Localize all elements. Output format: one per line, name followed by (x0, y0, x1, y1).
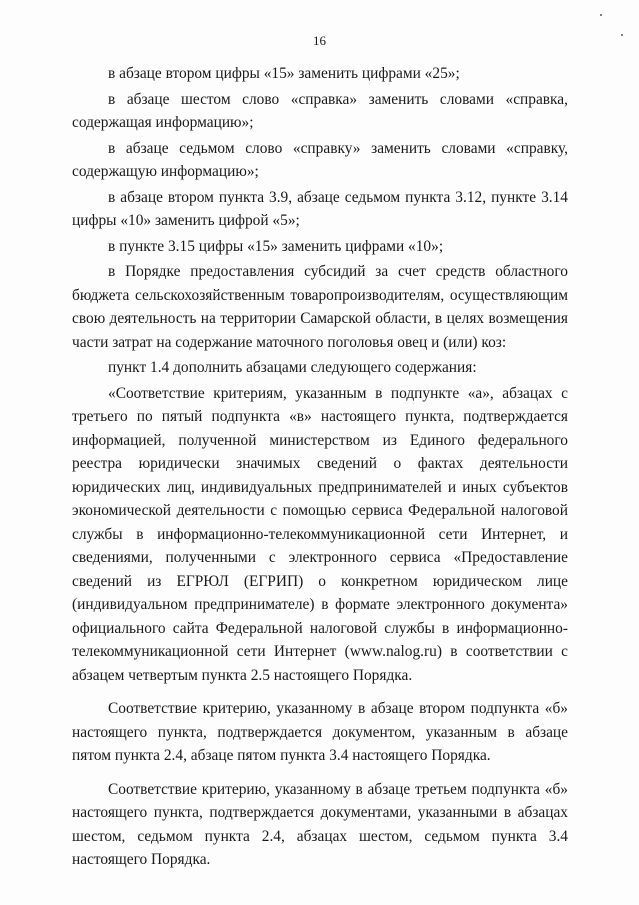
paragraph-7: пункт 1.4 дополнить абзацами следующего содержания: (108, 359, 477, 376)
paragraph-5: в пункте 3.15 цифры «15» заменить цифрами «10»; (108, 237, 444, 255)
paragraph-6: в Порядке предоставления субсидий за счет средств областного бюджета сельскохозяйственным товаропроизводителям, осуществляющим свою деятельность на территории Самарской области, в целях возмещения части затрат на содержание маточного поголовья овец и (или) коз: (72, 263, 568, 351)
paragraph-4: в абзаце втором пункта 3.9, абзаце седьмом пункта 3.12, пункте 3.14 цифры «10» заменить цифрой «5»; (72, 188, 568, 229)
paragraph-8: «Соответствие критериям, указанным в подпункте «а», абзацах с третьего по пятый подпункта «в» настоящего пункта, подтверждается информацией, полученной министерством из Единого федерального реестра юридически значимых сведений о фактах деятельности юридических лиц, индивидуальных предпринимателей и иных субъектов экономической деятельности с помощью сервиса Федеральной налоговой службы в информационно-телекоммуникационной сети Интернет, и сведениями, полученными с электронного сервиса «Предоставление сведений из ЕГРЮЛ (ЕГРИП) о конкретном юридическом лице (индивидуальном предпринимателе) в формате электронного документа» официального сайта Федеральной налоговой службы в информационно-телекоммуникационной сети Интернет (www.nalog.ru) в соответствии с абзацем четвертым пункта 2.5 настоящего Порядка. (72, 384, 568, 684)
paragraph-9: Соответствие критерию, указанному в абзаце втором подпункта «б» настоящего пункта, подтверждается документом, указанным в абзаце пятом пункта 2.4, абзаце пятом пункта 3.4 настоящего Порядка. (72, 700, 568, 764)
paragraph-2: в абзаце шестом слово «справка» заменить словами «справка, содержащая информацию»; (72, 90, 568, 131)
paragraph-3: в абзаце седьмом слово «справку» заменить словами «справку, содержащую информацию»; (72, 139, 568, 180)
scan-speck (600, 14, 602, 16)
page-number: 16 (313, 33, 326, 48)
paragraph-10: Соответствие критерию, указанному в абзаце третьем подпункта «б» настоящего пункта, подтверждается документами, указанными в абзацах шестом, седьмом пункта 2.4, абзацах шестом, седьмом пункта 3.4 настоящего Порядка. (72, 780, 568, 868)
paragraph-1: в абзаце втором цифры «15» заменить цифрами «25»; (108, 65, 460, 82)
document-body (72, 62, 568, 872)
scan-speck (621, 34, 623, 36)
